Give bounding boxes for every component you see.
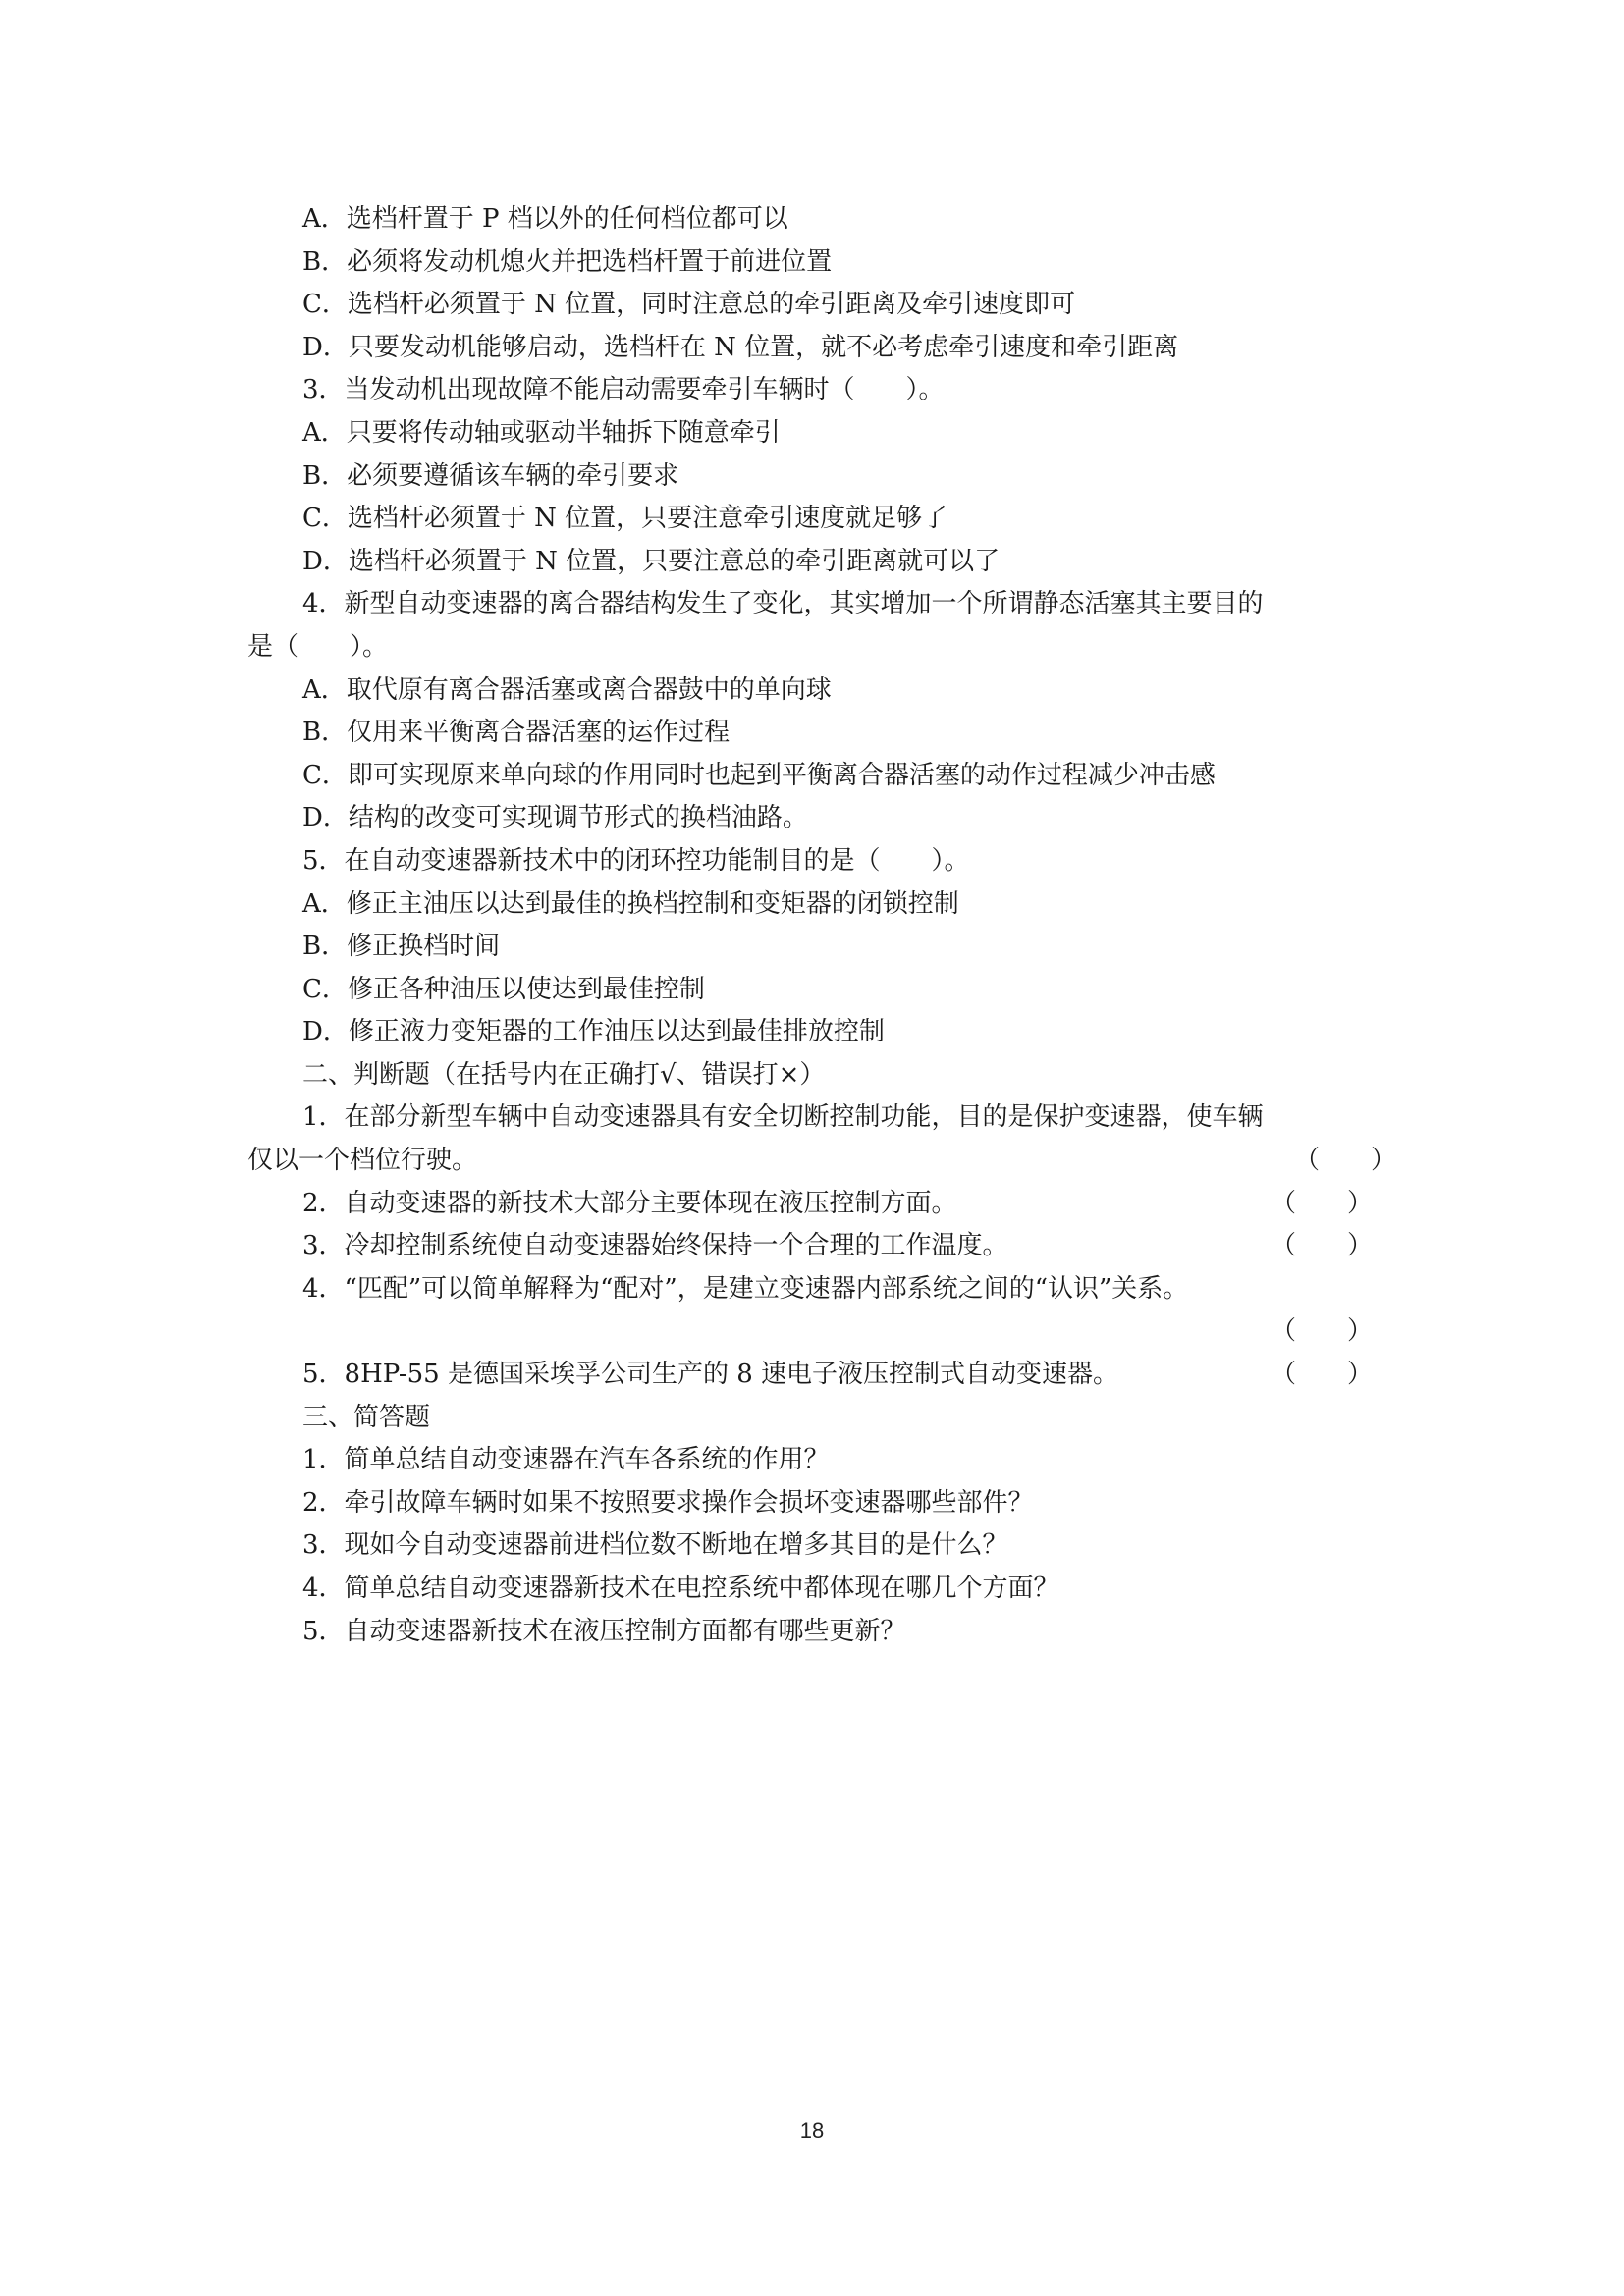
question-text: 1．简单总结自动变速器在汽车各系统的作用？ <box>302 1445 830 1475</box>
section-heading: 二、判断题（在括号内在正确打√、错误打×） <box>302 1059 826 1090</box>
question-text: 4．简单总结自动变速器新技术在电控系统中都体现在哪几个方面？ <box>302 1574 1059 1603</box>
answer-paren: （ ） <box>1270 1360 1373 1390</box>
question-text: 2．牵引故障车辆时如果不按照要求操作会损坏变速器哪些部件？ <box>302 1487 1034 1518</box>
option-text: B．仅用来平衡离合器活塞的运作过程 <box>302 718 731 748</box>
option-text: A．只要将传动轴或驱动半轴拆下随意牵引 <box>302 417 781 448</box>
option-text: A．取代原有离合器活塞或离合器鼓中的单向球 <box>302 674 832 705</box>
question-text-continued: 是（ ）。 <box>247 631 389 662</box>
question-text-continued: 仅以一个档位行驶。 （ ） <box>247 1140 1396 1183</box>
option-text: B．修正换档时间 <box>302 932 501 962</box>
question-text: 4．“匹配”可以简单解释为“配对”，是建立变速器内部系统之间的“认识”关系。 <box>302 1273 1189 1304</box>
question-text: 5．在自动变速器新技术中的闭环控功能制目的是（ ）。 <box>302 845 970 876</box>
question-text: 3．冷却控制系统使自动变速器始终保持一个合理的工作温度。 （ ） <box>247 1225 1396 1268</box>
option-text: B．必须要遵循该车辆的牵引要求 <box>302 460 679 491</box>
section-heading: 三、简答题 <box>302 1402 431 1432</box>
option-text: C．选档杆必须置于 N 位置，只要注意牵引速度就足够了 <box>302 504 948 534</box>
question-text: 4．新型自动变速器的离合器结构发生了变化，其实增加一个所谓静态活塞其主要目的 <box>302 589 1264 619</box>
answer-paren: （ ） <box>1270 1231 1373 1261</box>
question-text: 1．在部分新型车辆中自动变速器具有安全切断控制功能，目的是保护变速器，使车辆 <box>302 1102 1264 1133</box>
option-text: A．选档杆置于 P 档以外的任何档位都可以 <box>302 204 788 234</box>
option-text: C．修正各种油压以使达到最佳控制 <box>302 974 705 1004</box>
question-text: 2．自动变速器的新技术大部分主要体现在液压控制方面。 （ ） <box>247 1183 1396 1226</box>
question-text: 3．现如今自动变速器前进档位数不断地在增多其目的是什么？ <box>302 1530 1008 1561</box>
answer-paren: （ ） <box>1270 1316 1373 1347</box>
option-text: D．选档杆必须置于 N 位置，只要注意总的牵引距离就可以了 <box>302 546 1001 576</box>
option-text: D．只要发动机能够启动，选档杆在 N 位置，就不必考虑牵引速度和牵引距离 <box>302 332 1179 362</box>
option-text: D．结构的改变可实现调节形式的换档油路。 <box>302 803 808 833</box>
answer-paren: （ ） <box>1270 1188 1373 1218</box>
answer-paren: （ ） <box>1293 1146 1396 1176</box>
option-text: D．修正液力变矩器的工作油压以达到最佳排放控制 <box>302 1017 885 1047</box>
question-text: 5．自动变速器新技术在液压控制方面都有哪些更新？ <box>302 1616 906 1646</box>
answer-paren-line <box>247 1310 1396 1354</box>
option-text: C．选档杆必须置于 N 位置，同时注意总的牵引距离及牵引速度即可 <box>302 290 1076 320</box>
option-text: C．即可实现原来单向球的作用同时也起到平衡离合器活塞的动作过程减少冲击感 <box>302 760 1216 790</box>
question-text: 3．当发动机出现故障不能启动需要牵引车辆时（ ）。 <box>302 375 945 405</box>
question-text: 5．8HP-55 是德国采埃孚公司生产的 8 速电子液压控制式自动变速器。 （ ） <box>247 1354 1396 1397</box>
page-number: 18 <box>799 2118 825 2143</box>
option-text: B．必须将发动机熄火并把选档杆置于前进位置 <box>302 246 833 277</box>
page-content <box>247 198 1396 1653</box>
option-text: A．修正主油压以达到最佳的换档控制和变矩器的闭锁控制 <box>302 888 959 919</box>
